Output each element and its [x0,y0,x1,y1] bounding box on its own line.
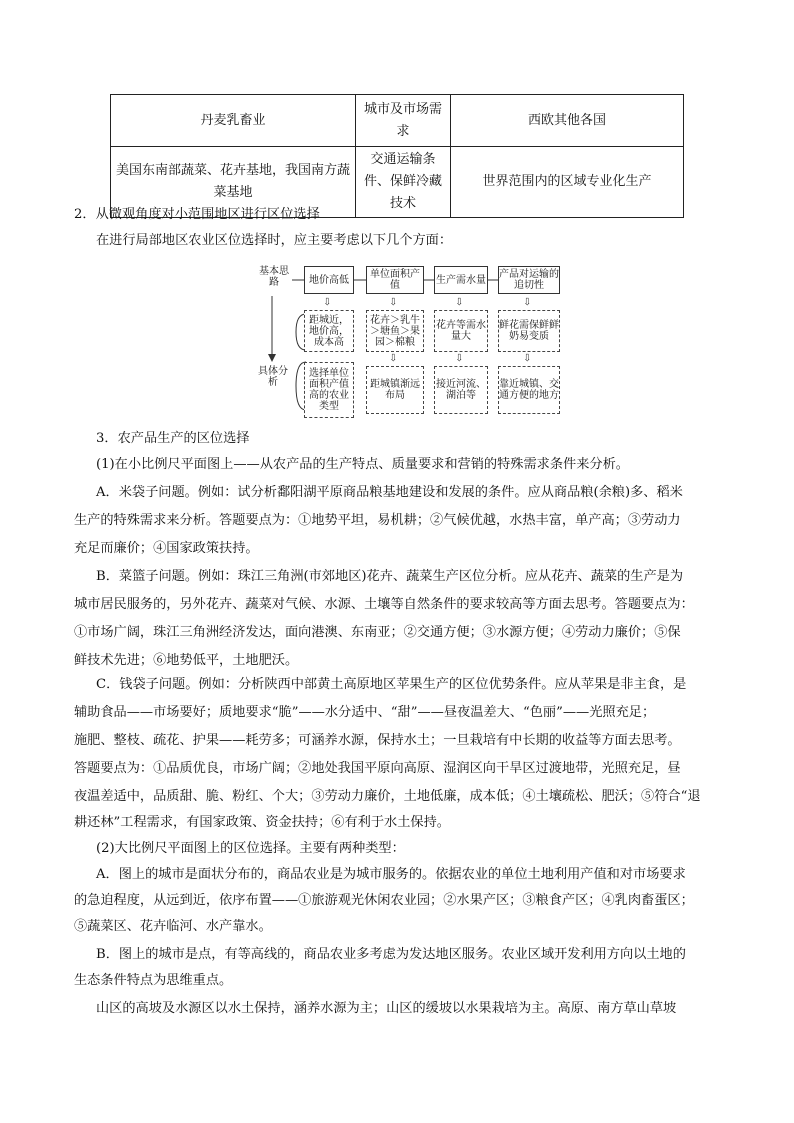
paragraph: A．米袋子问题。例如：试分析鄱阳湖平原商品粮基地建设和发展的条件。应从商品粮(余粮)多、稻米 [96,485,683,500]
table-cell: 城市及市场需求 [356,95,451,147]
paragraph: (2)大比例尺平面图上的区位选择。主要有两种类型： [96,841,405,856]
paragraph: B．菜篮子问题。例如：珠江三角洲(市郊地区)花卉、蔬菜生产区位分析。应从花卉、蔬菜的生产是为 [96,569,684,584]
down-arrow-icon: ⇩ [389,353,398,364]
comparison-table [110,94,684,218]
top-box: 生产需水量 [434,266,488,294]
paragraph: A．图上的城市是面状分布的，商品农业是为城市服务的。依据农业的单位土地利用产值和对市场要求 [96,867,686,882]
paragraph: 充足而廉价；④国家政策扶持。 [74,541,259,556]
paragraph: 的急迫程度，从远到近，依序布置——①旅游观光休闲农业园；②水果产区；③粮食产区；④乳肉畜蛋区； [74,893,694,908]
location-analysis-diagram [258,262,568,422]
paragraph: 鲜技术先进；⑥地势低平，土地肥沃。 [74,653,299,668]
paragraph: 夜温差适中，品质甜、脆、粉红、个大；③劳动力廉价，土地低廉，成本低；④土壤疏松、肥沃；⑤符合“退 [74,789,701,804]
paragraph: 答题要点为：①品质优良，市场广阔；②地处我国平原向高原、湿润区向干旱区过渡地带，光照充足，昼 [74,761,681,776]
down-arrow-icon: ⇩ [455,353,464,364]
paragraph: 山区的高坡及水源区以水土保持，涵养水源为主；山区的缓坡以水果栽培为主。高原、南方草山草坡 [96,1001,677,1016]
down-arrow-icon: ⇩ [389,297,398,308]
down-arrow-icon: ⇩ [455,297,464,308]
arrow-head [268,354,276,362]
top-box: 地价高低 [304,266,354,294]
label-basic: 基本思路 [259,266,289,288]
paragraph: ①市场广阔，珠江三角洲经济发达，面向港澳、东南亚；②交通方便；③水源方便；④劳动力廉价；⑤保 [74,625,681,640]
paragraph: 生产的特殊需求来分析。答题要点为：①地势平坦，易机耕；②气候优越，水热丰富，单产高；③劳动力 [74,513,681,528]
paragraph: (1)在小比例尺平面图上——从农产品的生产特点、质量要求和营销的特殊需求条件来分析。 [96,457,629,472]
label-specific: 具体分析 [258,366,288,388]
down-arrow-icon: ⇩ [323,297,332,308]
down-arrow-icon: ⇩ [523,297,532,308]
table-cell: 交通运输条件、保鲜冷藏技术 [356,147,451,218]
table-row [111,95,684,147]
section-heading: 3．农产品生产的区位选择 [96,431,250,446]
middle-box: 花卉＞乳牛＞塘鱼＞果园＞棉粮 [366,310,424,352]
paragraph: C．钱袋子问题。例如：分析陕西中部黄土高原地区苹果生产的区位优势条件。应从苹果是非主食，是 [96,677,687,692]
paragraph: B．图上的城市是点，有等高线的，商品农业多考虑为发达地区服务。农业区域开发利用方向以土地的 [96,947,686,962]
paragraph: 城市居民服务的，另外花卉、蔬菜对气候、水源、土壤等自然条件的要求较高等方面去思考。答题要点为： [74,597,694,612]
middle-box: 鲜花需保鲜鲜奶易变质 [498,310,560,352]
table-cell: 美国东南部蔬菜、花卉基地，我国南方蔬菜基地 [111,147,356,218]
paragraph: 施肥、整枝、疏花、护果——耗劳多；可涵养水源，保持水土；一旦栽培有中长期的收益等方面去思考。 [74,733,681,748]
bottom-box: 接近河流、湖泊等 [434,366,488,414]
table-cell: 世界范围内的区域专业化生产 [451,147,684,218]
bottom-box: 选择单位面积产值高的农业类型 [304,362,354,418]
section-heading: 2．从微观角度对小范围地区进行区位选择 [74,207,320,222]
paragraph: ⑤蔬菜区、花卉临河、水产靠水。 [74,919,272,934]
middle-box: 距城近，地价高，成本高 [304,310,354,352]
bottom-box: 靠近城镇、交通方便的地方 [498,366,560,414]
bottom-box: 距城镇渐远布局 [366,366,424,414]
top-box: 单位面积产值 [366,266,424,294]
paragraph: 辅助食品——市场要好；质地要求“脆”——水分适中、“甜”——昼夜温差大、“色丽”——光照充足； [74,705,656,720]
table-cell: 丹麦乳畜业 [111,95,356,147]
paragraph: 耕还林”工程需求，有国家政策、资金扶持；⑥有利于水土保持。 [74,815,450,830]
middle-box: 花卉等需水量大 [434,310,488,352]
paragraph: 在进行局部地区农业区位选择时，应主要考虑以下几个方面： [96,233,453,248]
down-arrow-icon: ⇩ [523,353,532,364]
table-cell: 西欧其他各国 [451,95,684,147]
top-box: 产品对运输的追切性 [498,266,560,294]
paragraph: 生态条件特点为思维重点。 [74,973,233,988]
